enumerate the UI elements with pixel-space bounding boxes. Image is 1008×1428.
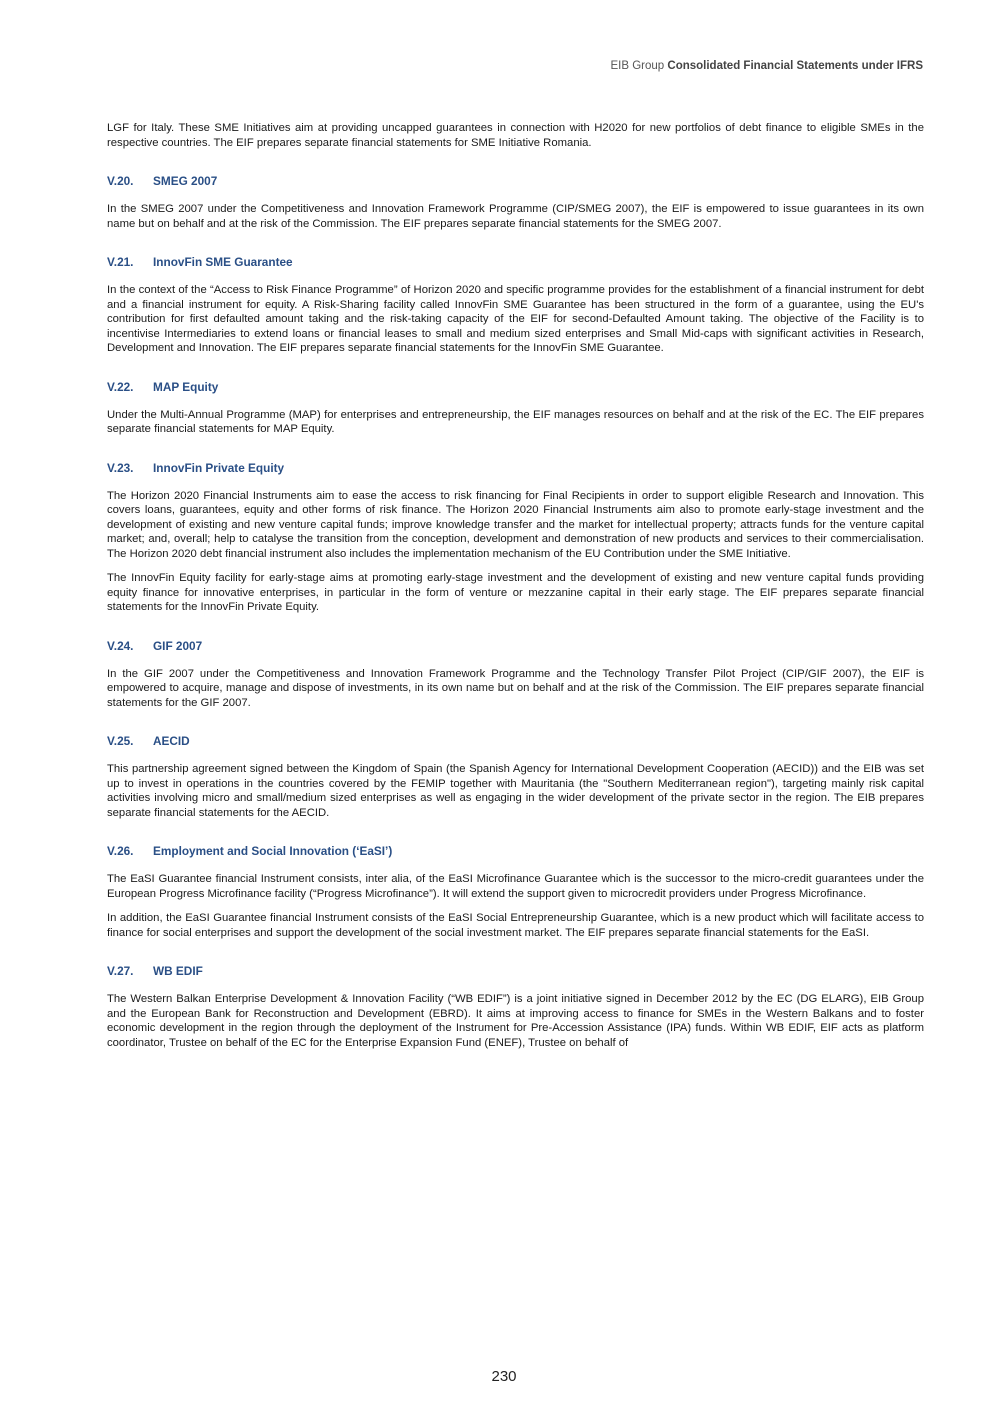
document-body — [107, 121, 924, 1060]
header-title: Consolidated Financial Statements under IFRS — [667, 60, 923, 72]
body-paragraph: Under the Multi-Annual Programme (MAP) for enterprises and entrepreneurship, the EIF manages resources on behalf and at the risk of the EC. The EIF prepares separate financial statements for MAP Equity. — [107, 408, 924, 435]
section-number: V.27. — [107, 964, 134, 978]
body-paragraph: The Horizon 2020 Financial Instruments aim to ease the access to risk financing for Final Recipients in order to support eligible Research and Innovation. This covers loans, guarantees, equity and other forms of risk finance. The Horizon 2020 Financial Instruments aim also to promote early-stage investment and the development of existing and new venture capital funds; improve knowledge transfer and the market for intellectual property; attracts funds for the venture capital market; and, overall; help to catalyse the transition from the conception, development and demonstration of new products and services to their commercialisation. The Horizon 2020 debt financial instrument also includes the implementation mechanism of the EU Contribution under the SME Initiative. — [107, 489, 924, 560]
section-heading — [107, 461, 924, 475]
section-title: SMEG 2007 — [153, 174, 218, 188]
body-paragraph: The EaSI Guarantee financial Instrument consists, inter alia, of the EaSI Microfinance Guarantee which is the successor to the micro-credit guarantees under the European Progress Microfinance facility (“Progress Microfinance”). It will extend the support given to microcredit providers under Progress Microfinance. — [107, 873, 924, 900]
body-paragraph: The Western Balkan Enterprise Development & Innovation Facility (“WB EDIF”) is a joint initiative signed in December 2012 by the EC (DG ELARG), EIB Group and the European Bank for Reconstruction and Development (EBRD). It aims at improving access to finance for SMEs in the Western Balkans and to foster economic development in the region through the deployment of the Instrument for Pre-Accession Assistance (IPA) funds. Within WB EDIF, EIF acts as platform coordinator, Trustee on behalf of the EC for the Enterprise Expansion Fund (ENEF), Trustee on behalf of — [107, 993, 924, 1049]
section-title: Employment and Social Innovation (‘EaSI’) — [153, 844, 393, 858]
section-number: V.26. — [107, 844, 134, 858]
section-heading — [107, 734, 924, 748]
body-paragraph: In addition, the EaSI Guarantee financial Instrument consists of the EaSI Social Entrepreneurship Guarantee, which is a new product which will facilitate access to finance for social enterprises and support the development of the social investment market. The EIF prepares separate financial statements for the EaSI. — [107, 912, 924, 939]
section-heading — [107, 174, 924, 188]
body-paragraph: In the SMEG 2007 under the Competitiveness and Innovation Framework Programme (CIP/SMEG 2007), the EIF is empowered to issue guarantees in its own name but on behalf and at the risk of the Commission. The EIF prepares separate financial statements for the SMEG 2007. — [107, 203, 924, 230]
section-title: InnovFin Private Equity — [153, 460, 285, 475]
section-heading — [107, 380, 924, 394]
section-title: GIF 2007 — [153, 638, 203, 653]
section-number: V.24. — [107, 638, 134, 653]
page-number: 230 — [491, 1368, 517, 1385]
section-heading — [107, 255, 924, 269]
body-paragraph: In the GIF 2007 under the Competitiveness and Innovation Framework Programme and the Technology Transfer Pilot Project (CIP/GIF 2007), the EIF is empowered to acquire, manage and dispose of investments, in its own name but on behalf and at the risk of the Commission. The EIF prepares separate financial statements for the GIF 2007. — [107, 667, 924, 709]
section-title: InnovFin SME Guarantee — [153, 255, 293, 269]
section-number: V.20. — [107, 174, 134, 188]
section-title: AECID — [153, 734, 190, 748]
section-title: WB EDIF — [153, 964, 203, 978]
section-number: V.23. — [107, 460, 134, 475]
section-number: V.22. — [107, 379, 134, 394]
section-number: V.21. — [107, 255, 134, 269]
section-title: MAP Equity — [153, 379, 219, 394]
header-prefix: EIB Group — [610, 60, 665, 72]
running-header — [610, 60, 923, 72]
section-heading — [107, 844, 924, 858]
body-paragraph: LGF for Italy. These SME Initiatives aim at providing uncapped guarantees in connection with H2020 for new portfolios of debt finance to eligible SMEs in the respective countries. The EIF prepares separate financial statements for SME Initiative Romania. — [107, 122, 924, 149]
section-heading — [107, 639, 924, 653]
body-paragraph: This partnership agreement signed between the Kingdom of Spain (the Spanish Agency for International Development Cooperation (AECID)) and the EIB was set up to invest in operations in the countries covered by the FEMIP together with Mauritania (the "Southern Mediterranean region"), targeting mainly risk capital activities involving micro and small/medium sized enterprises as well as engaging in the wider development of the private sector in the region. The EIB prepares separate financial statements for the AECID. — [107, 763, 924, 819]
body-paragraph: The InnovFin Equity facility for early-stage aims at promoting early-stage investment and the development of existing and new venture capital funds providing equity finance for innovative enterprises, in particular in the form of venture or mezzanine capital in their early stage. The EIF prepares separate financial statements for the InnovFin Private Equity. — [107, 572, 924, 613]
section-number: V.25. — [107, 734, 134, 748]
body-paragraph: In the context of the “Access to Risk Finance Programme” of Horizon 2020 and specific programme provides for the establishment of a financial instrument for debt and a financial instrument for equity. A Risk-Sharing facility called InnovFin SME Guarantee has been structured in the form of a guarantee, using the EU's contribution for first defaulted amount taking and the risk-taking capacity of the EIF for second-Defaulted Amount taking. The objective of the Facility is to incentivise Intermediaries to extend loans or financial leases to small and medium sized enterprises and Small Mid-caps with significant activities in Research, Development and Innovation. The EIF prepares separate financial statements for the InnovFin SME Guarantee. — [107, 284, 924, 354]
section-heading — [107, 964, 924, 978]
